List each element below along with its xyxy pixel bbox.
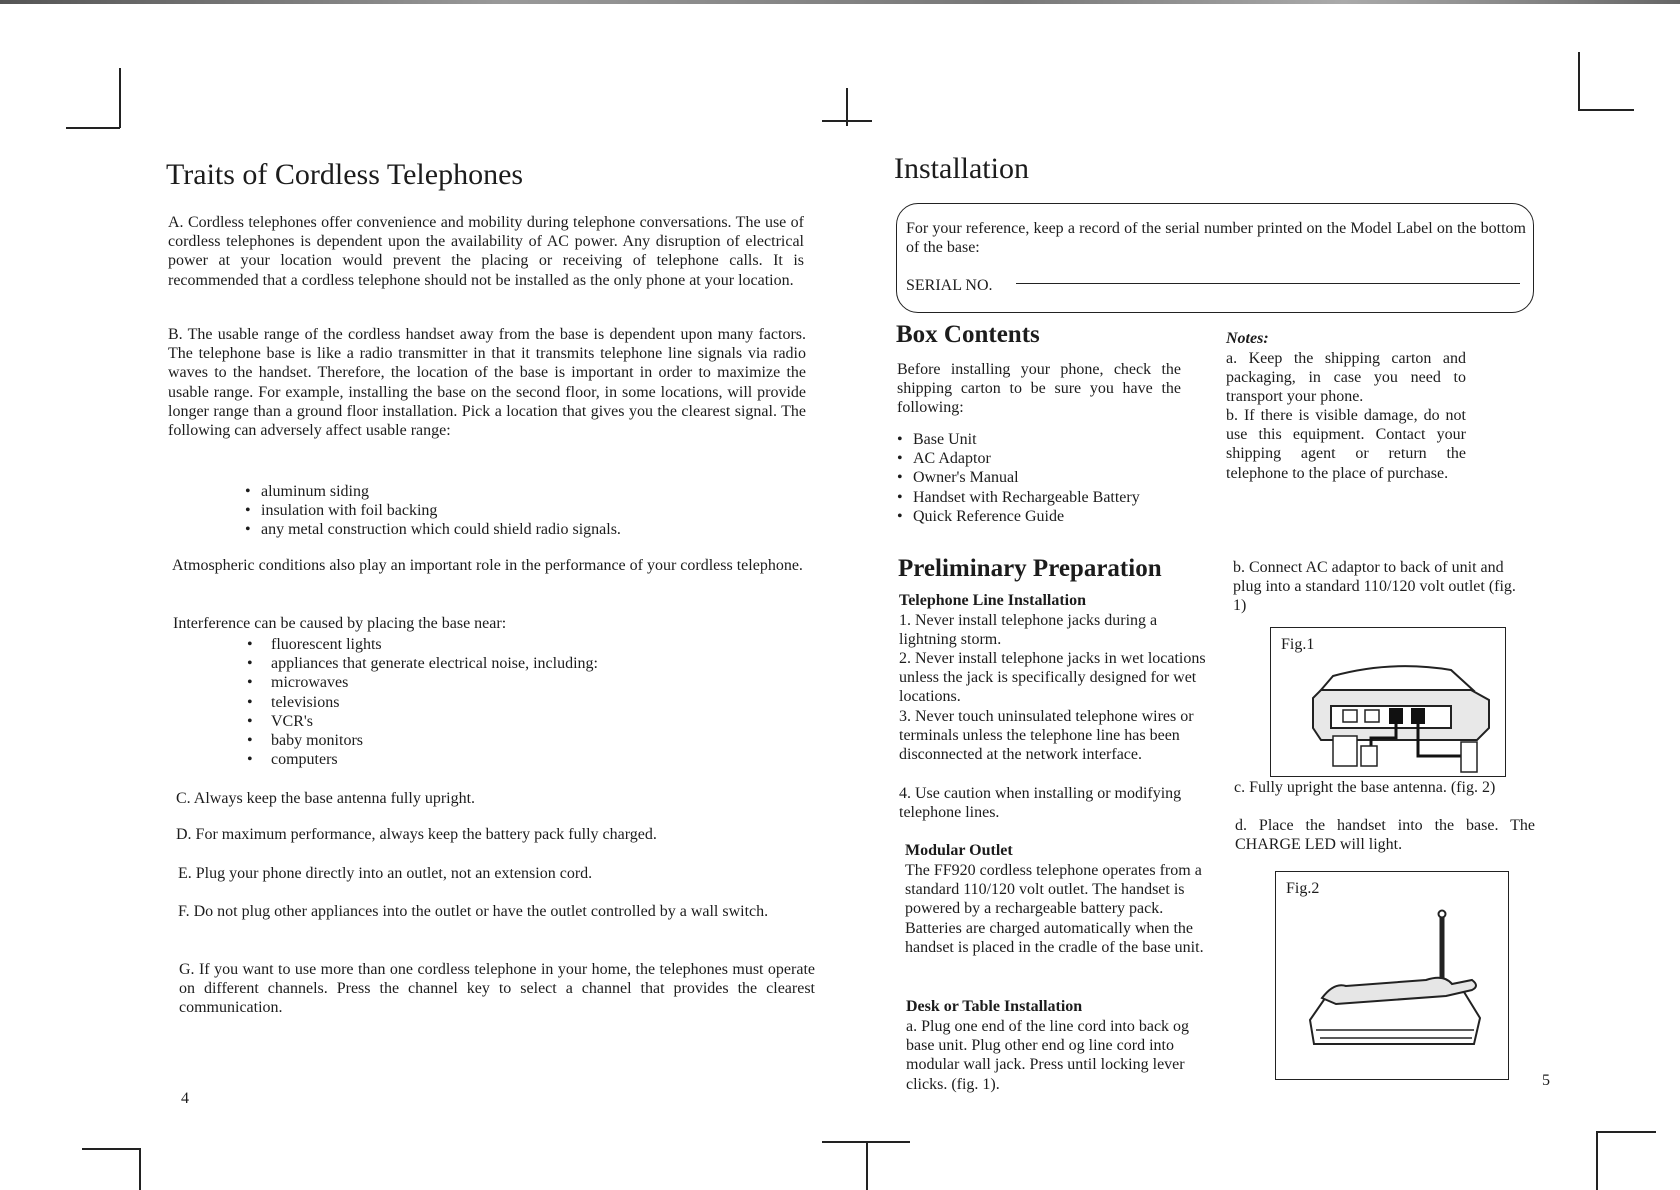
base-connection-illustration bbox=[1271, 628, 1505, 776]
figure-1 bbox=[1270, 627, 1506, 777]
list-item: • baby monitors bbox=[247, 731, 598, 750]
interference-list bbox=[247, 635, 598, 769]
adaptor-shape bbox=[1361, 746, 1377, 766]
page-number: 5 bbox=[1542, 1072, 1550, 1089]
reference-text: For your reference, keep a record of the serial number printed on the Model Label on the bottom of the base: bbox=[906, 220, 1526, 257]
list-item: • Base Unit bbox=[897, 430, 1140, 449]
line-installation-heading: Telephone Line Installation bbox=[899, 592, 1087, 609]
list-item: • AC Adaptor bbox=[897, 449, 1140, 468]
list-item: • Handset with Rechargeable Battery bbox=[897, 488, 1140, 507]
range-list bbox=[245, 482, 621, 540]
list-item: • insulation with foil backing bbox=[245, 501, 621, 520]
modular-outlet-text: The FF920 cordless telephone operates from a standard 110/120 volt outlet. The handset is powered by a rechargeable battery pack. Batteries are charged automatically when the handset is placed in the cradle of the base unit. bbox=[905, 862, 1204, 956]
list-item: • Quick Reference Guide bbox=[897, 507, 1140, 526]
figure-2-label: Fig.2 bbox=[1286, 880, 1320, 897]
step-1: 1. Never install telephone jacks during a lightning storm. bbox=[899, 612, 1158, 649]
list-item: • computers bbox=[247, 750, 598, 769]
step-3: 3. Never touch uninsulated telephone wires or terminals unless the telephone line has been disconnected at the network interface. bbox=[899, 708, 1194, 764]
jack-shape bbox=[1343, 710, 1357, 722]
paragraph-b: B. The usable range of the cordless handset away from the base is dependent upon many factors. The telephone base is like a radio transmitter in that it transmits telephone line signals via radio waves to the handset. Therefore, the location of the base is important in order to maximize the usable range. For example, installing the base on the second floor, in some locations, will provide longer range than a ground floor installation. Pick a location that gives you the clearest signal. The following can adversely affect usable range: bbox=[168, 326, 806, 440]
power-outlet-shape bbox=[1333, 736, 1357, 766]
antenna-upright-illustration bbox=[1276, 872, 1508, 1079]
paragraph-a: A. Cordless telephones offer convenience and mobility during telephone conversations. The use of cordless telephones is dependent upon the availability of AC power. Any disruption of electrical power at your location would prevent the placing or receiving of telephone calls. It is recommended that a cordless telephone should not be installed as the only phone at your location. bbox=[168, 214, 804, 289]
handset-top-shape bbox=[1321, 666, 1473, 690]
note-b: b. If there is visible damage, do not use this equipment. Contact your shipping agent or return the telephone to the place of purchase. bbox=[1226, 407, 1466, 482]
step-2: 2. Never install telephone jacks in wet locations unless the jack is specifically designed for wet locations. bbox=[899, 650, 1206, 706]
page-title: Traits of Cordless Telephones bbox=[166, 158, 524, 191]
right-page bbox=[840, 0, 1680, 1190]
step-c: c. Fully upright the base antenna. (fig. 2) bbox=[1234, 779, 1496, 796]
jack-shape bbox=[1411, 708, 1425, 724]
list-item: • fluorescent lights bbox=[247, 635, 598, 654]
antenna-tip-shape bbox=[1439, 911, 1446, 918]
box-contents-list bbox=[897, 430, 1140, 526]
paragraph-c: C. Always keep the base antenna fully upright. bbox=[176, 790, 476, 807]
wall-jack-shape bbox=[1461, 742, 1477, 772]
list-item: • Owner's Manual bbox=[897, 468, 1140, 487]
paragraph-g: G. If you want to use more than one cordless telephone in your home, the telephones must operate on different channels. Press the channel key to select a channel that provides the clearest communication. bbox=[179, 961, 815, 1017]
list-item: • VCR's bbox=[247, 712, 598, 731]
box-contents-intro: Before installing your phone, check the shipping carton to be sure you have the following: bbox=[897, 361, 1181, 417]
desk-installation-text: a. Plug one end of the line cord into back og base unit. Plug other end og line cord into modular wall jack. Press until locking lever clicks. (fig. 1). bbox=[906, 1018, 1190, 1093]
list-item: • microwaves bbox=[247, 673, 598, 692]
step-4: 4. Use caution when installing or modifying telephone lines. bbox=[899, 785, 1182, 822]
figure-2 bbox=[1275, 871, 1509, 1080]
box-contents-heading: Box Contents bbox=[896, 321, 1040, 348]
modular-outlet-heading: Modular Outlet bbox=[905, 842, 1013, 859]
list-item: • any metal construction which could shield radio signals. bbox=[245, 520, 621, 539]
list-item: • televisions bbox=[247, 693, 598, 712]
note-a: a. Keep the shipping carton and packaging, in case you need to transport your phone. bbox=[1226, 350, 1466, 406]
page-title: Installation bbox=[894, 152, 1029, 185]
serial-label: SERIAL NO. bbox=[906, 277, 993, 294]
paragraph-d: D. For maximum performance, always keep the battery pack fully charged. bbox=[176, 826, 657, 843]
interference-intro: Interference can be caused by placing the base near: bbox=[173, 615, 507, 632]
desk-installation-heading: Desk or Table Installation bbox=[906, 998, 1083, 1015]
jack-shape bbox=[1389, 708, 1403, 724]
atmospheric-paragraph: Atmospheric conditions also play an important role in the performance of your cordless telephone. bbox=[172, 557, 803, 574]
figure-1-label: Fig.1 bbox=[1281, 636, 1315, 653]
paragraph-f: F. Do not plug other appliances into the outlet or have the outlet controlled by a wall switch. bbox=[178, 903, 769, 920]
list-item: • appliances that generate electrical noise, including: bbox=[247, 654, 598, 673]
jack-shape bbox=[1365, 710, 1379, 722]
step-d: d. Place the handset into the base. The CHARGE LED will light. bbox=[1235, 817, 1535, 854]
preliminary-heading: Preliminary Preparation bbox=[898, 555, 1162, 582]
paragraph-e: E. Plug your phone directly into an outlet, not an extension cord. bbox=[178, 865, 593, 882]
page-number: 4 bbox=[181, 1090, 189, 1107]
notes-heading: Notes: bbox=[1226, 330, 1269, 347]
step-b: b. Connect AC adaptor to back of unit and plug into a standard 110/120 volt outlet (fig. 1) bbox=[1233, 559, 1516, 615]
list-item: • aluminum siding bbox=[245, 482, 621, 501]
serial-number-line bbox=[1016, 283, 1520, 284]
